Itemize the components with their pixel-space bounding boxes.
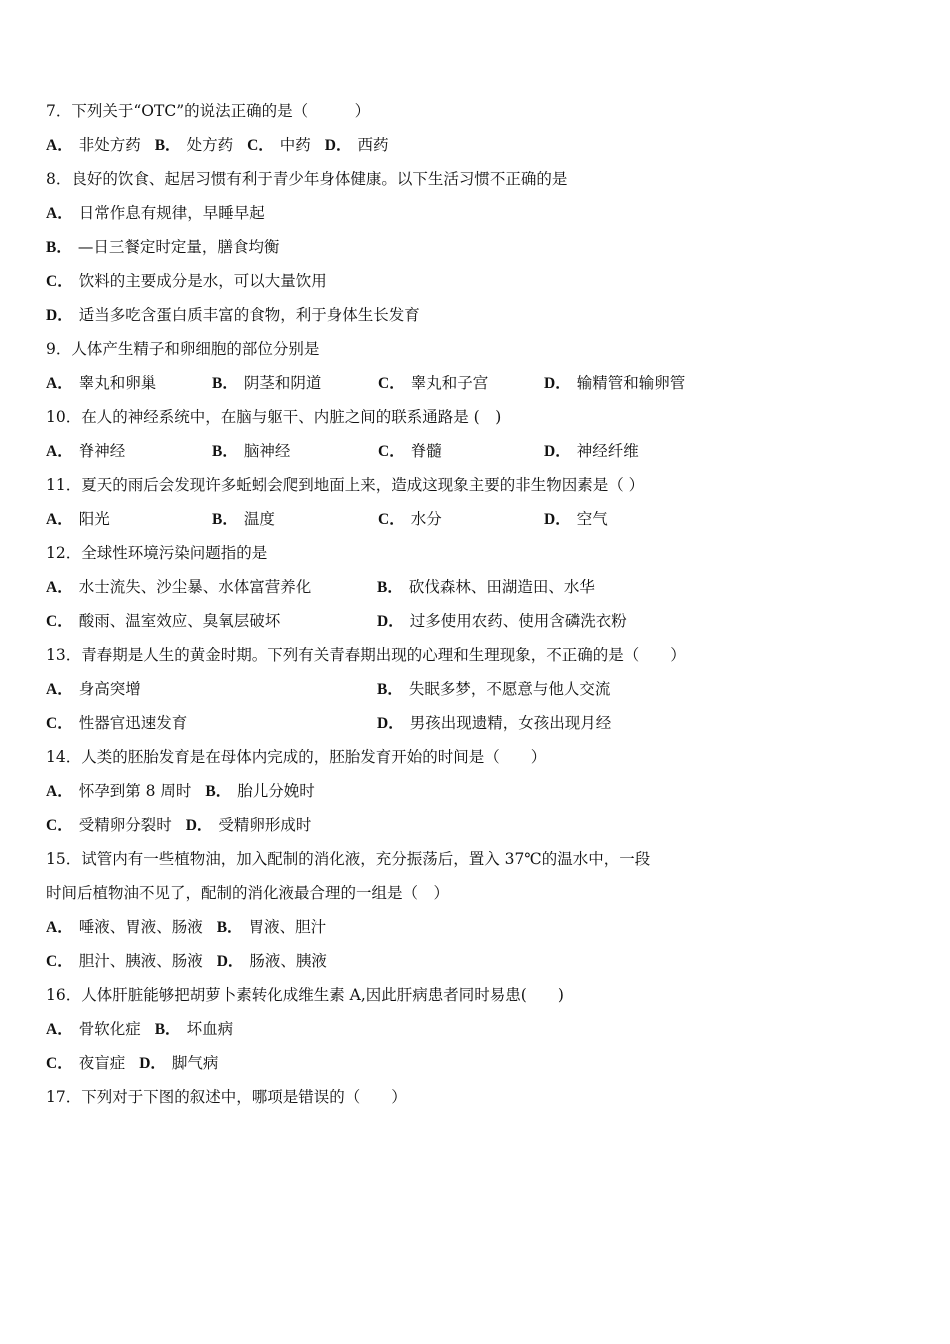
option-d: D． 肠液、胰液	[216, 952, 327, 970]
option-a: A． 怀孕到第 8 周时	[46, 782, 192, 800]
option-a: A． 日常作息有规律，早睡早起	[46, 204, 265, 222]
question-text: 时间后植物油不见了，配制的消化液最合理的一组是（ ）	[46, 884, 450, 902]
option-b: B． 处方药	[154, 136, 234, 154]
option-d: D． 适当多吃含蛋白质丰富的食物，利于身体生长发育	[46, 306, 420, 324]
question-7	[46, 94, 906, 128]
question-text: 17．下列对于下图的叙述中，哪项是错误的（ ）	[46, 1088, 407, 1106]
option-d: D． 过多使用农药、使用含磷洗衣粉	[377, 612, 627, 630]
option-b: B． 坏血病	[154, 1020, 234, 1038]
option-d: D． 空气	[544, 510, 608, 528]
question-14	[46, 740, 906, 774]
question-text: 9．人体产生精子和卵细胞的部位分别是	[46, 340, 320, 358]
option-b: B． 脑神经	[212, 442, 291, 460]
options-row	[46, 774, 906, 808]
question-16	[46, 978, 906, 1012]
options-row	[46, 604, 906, 638]
question-10	[46, 400, 906, 434]
question-17	[46, 1080, 906, 1114]
options-row	[46, 808, 906, 842]
options-row	[46, 434, 906, 468]
option-c: C． 性器官迅速发育	[46, 714, 188, 732]
option-a: A． 身高突增	[46, 680, 141, 698]
question-text: 16．人体肝脏能够把胡萝卜素转化成维生素 A,因此肝病患者同时易患( )	[46, 986, 564, 1004]
question-text: 7．下列关于“OTC”的说法正确的是（ ）	[46, 102, 371, 120]
option-c: C． 水分	[378, 510, 442, 528]
option-b: B． —日三餐定时定量，膳食均衡	[46, 238, 280, 256]
option-c: C． 中药	[247, 136, 311, 154]
options-row	[46, 944, 906, 978]
option-c: C． 睾丸和子宫	[378, 374, 489, 392]
question-text: 10．在人的神经系统中，在脑与躯干、内脏之间的联系通路是 ( )	[46, 408, 502, 426]
option-c: C． 夜盲症	[46, 1054, 126, 1072]
options-row	[46, 1046, 906, 1080]
question-9	[46, 332, 906, 366]
options-row	[46, 366, 906, 400]
option-a: A． 骨软化症	[46, 1020, 141, 1038]
question-8	[46, 162, 906, 196]
option-a: A． 唾液、胃液、肠液	[46, 918, 203, 936]
option-b: B． 胃液、胆汁	[216, 918, 327, 936]
question-12	[46, 536, 906, 570]
question-13	[46, 638, 906, 672]
option-a: A． 睾丸和卵巢	[46, 374, 157, 392]
option-d: D． 神经纤维	[544, 442, 639, 460]
option-c: C． 胆汁、胰液、肠液	[46, 952, 203, 970]
option-b: B． 胎儿分娩时	[205, 782, 315, 800]
option-d: D． 脚气病	[139, 1054, 219, 1072]
option-b: B． 温度	[212, 510, 275, 528]
options-row	[46, 502, 906, 536]
question-text: 11．夏天的雨后会发现许多蚯蚓会爬到地面上来，造成这现象主要的非生物因素是（ ）	[46, 476, 645, 494]
option-c: C． 受精卵分裂时	[46, 816, 172, 834]
options-row	[46, 1012, 906, 1046]
option-a: A． 水士流失、沙尘暴、水体富营养化	[46, 578, 312, 596]
question-text: 8．良好的饮食、起居习惯有利于青少年身体健康。以下生活习惯不正确的是	[46, 170, 568, 188]
question-text: 13．青春期是人生的黄金时期。下列有关青春期出现的心理和生理现象，不正确的是（ ）	[46, 646, 686, 664]
question-text: 12．全球性环境污染问题指的是	[46, 544, 268, 562]
option-d: D． 输精管和输卵管	[544, 374, 686, 392]
option-d: D． 西药	[324, 136, 389, 154]
option-b: B． 砍伐森林、田湖造田、水华	[377, 578, 595, 596]
question-text: 15．试管内有一些植物油，加入配制的消化液，充分振荡后，置入 37℃的温水中，一段	[46, 850, 651, 868]
option-b: B． 失眠多梦，不愿意与他人交流	[377, 680, 611, 698]
option-a: A． 脊神经	[46, 442, 126, 460]
option-b: B． 阴茎和阴道	[212, 374, 322, 392]
options-row	[46, 706, 906, 740]
question-11	[46, 468, 906, 502]
option-a: A． 阳光	[46, 510, 110, 528]
question-15	[46, 842, 906, 876]
option-c: C． 饮料的主要成分是水，可以大量饮用	[46, 272, 327, 290]
option-d: D． 男孩出现遗精，女孩出现月经	[377, 714, 612, 732]
question-list	[46, 94, 906, 1114]
options-row	[46, 672, 906, 706]
option-c: C． 酸雨、温室效应、臭氧层破坏	[46, 612, 281, 630]
options-row	[46, 910, 906, 944]
question-text: 14．人类的胚胎发育是在母体内完成的，胚胎发育开始的时间是（ ）	[46, 748, 547, 766]
option-c: C． 脊髓	[378, 442, 442, 460]
options-row	[46, 570, 906, 604]
option-a: A． 非处方药	[46, 136, 141, 154]
options-row	[46, 128, 906, 162]
question-15-continued	[46, 876, 906, 910]
option-d: D． 受精卵形成时	[185, 816, 312, 834]
